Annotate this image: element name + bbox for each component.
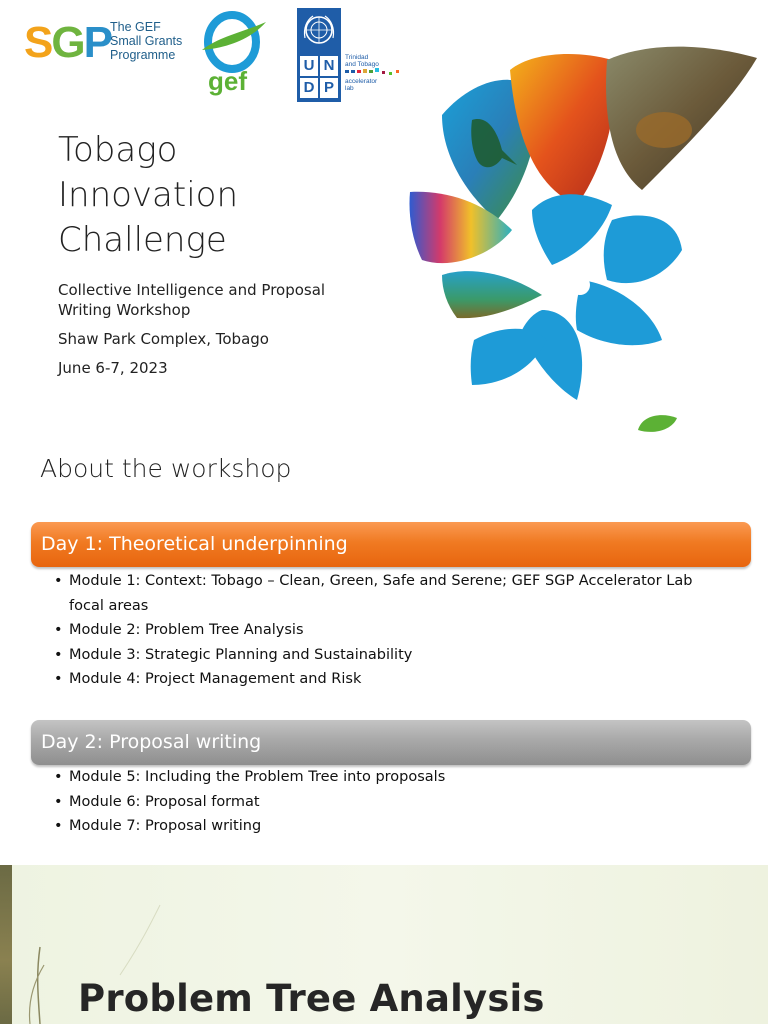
un-emblem-icon bbox=[297, 8, 341, 54]
petal-blue-1 bbox=[532, 194, 612, 265]
sgp-logo-letters: SGP bbox=[24, 18, 111, 67]
gef-logo bbox=[200, 10, 268, 96]
sgp-logo-text bbox=[110, 20, 182, 62]
petal-blue-2 bbox=[604, 215, 682, 283]
sgp-logo-line1: The GEF bbox=[110, 20, 161, 34]
slide-title: Tobago Innovation Challenge bbox=[58, 130, 239, 260]
day2-modules bbox=[54, 765, 714, 839]
undp-logo-side-text bbox=[345, 54, 405, 92]
undp-side-line1: Trinidad bbox=[345, 54, 369, 61]
workshop-location: Shaw Park Complex, Tobago bbox=[58, 330, 269, 348]
petal-photo-collage bbox=[402, 40, 768, 435]
petal-dancer bbox=[510, 54, 615, 205]
undp-side-line3: accelerator bbox=[345, 78, 378, 85]
undp-letter-p: P bbox=[320, 78, 338, 98]
title-slide bbox=[0, 0, 768, 435]
problem-tree-title: Problem Tree Analysis bbox=[78, 977, 545, 1020]
about-slide bbox=[0, 437, 768, 863]
gef-logo-text: gef bbox=[208, 66, 247, 96]
small-leaf bbox=[638, 415, 677, 432]
about-heading: About the workshop bbox=[40, 454, 292, 483]
workshop-info bbox=[58, 280, 358, 387]
crab-shape bbox=[636, 112, 692, 148]
undp-letter-u: U bbox=[300, 56, 318, 76]
list-item: • Module 1: Context: Tobago – Clean, Green, Safe and Serene; GEF SGP Accelerator Lab focal areas bbox=[54, 569, 714, 618]
list-item: • Module 6: Proposal format bbox=[54, 790, 714, 815]
undp-side-line4: lab bbox=[345, 85, 354, 92]
day2-banner: Day 2: Proposal writing bbox=[31, 720, 751, 765]
sgp-logo-line3: Programme bbox=[110, 48, 176, 62]
undp-letter-d: D bbox=[300, 78, 318, 98]
petal-blue-5 bbox=[471, 329, 547, 385]
accelerator-dots-icon bbox=[345, 68, 405, 76]
undp-side-line2: and Tobago bbox=[345, 61, 379, 68]
undp-logo bbox=[297, 8, 407, 104]
undp-letters bbox=[300, 56, 338, 98]
list-item: • Module 4: Project Management and Risk bbox=[54, 667, 714, 692]
petal-reef bbox=[442, 271, 542, 318]
undp-letter-n: N bbox=[320, 56, 338, 76]
sgp-logo-line2: Small Grants bbox=[110, 34, 183, 48]
list-item: • Module 2: Problem Tree Analysis bbox=[54, 618, 714, 643]
list-item: • Module 7: Proposal writing bbox=[54, 814, 714, 839]
workshop-date: June 6-7, 2023 bbox=[58, 359, 168, 377]
problem-tree-slide bbox=[0, 865, 768, 1024]
undp-logo-box bbox=[297, 8, 341, 102]
workshop-subtitle: Collective Intelligence and Proposal Writing Workshop bbox=[58, 281, 326, 319]
pinwheel-center bbox=[570, 275, 590, 295]
day1-banner: Day 1: Theoretical underpinning bbox=[31, 522, 751, 567]
day1-modules bbox=[54, 569, 714, 692]
list-item: • Module 5: Including the Problem Tree into proposals bbox=[54, 765, 714, 790]
list-item: • Module 3: Strategic Planning and Sustainability bbox=[54, 643, 714, 668]
sgp-logo bbox=[24, 18, 184, 68]
